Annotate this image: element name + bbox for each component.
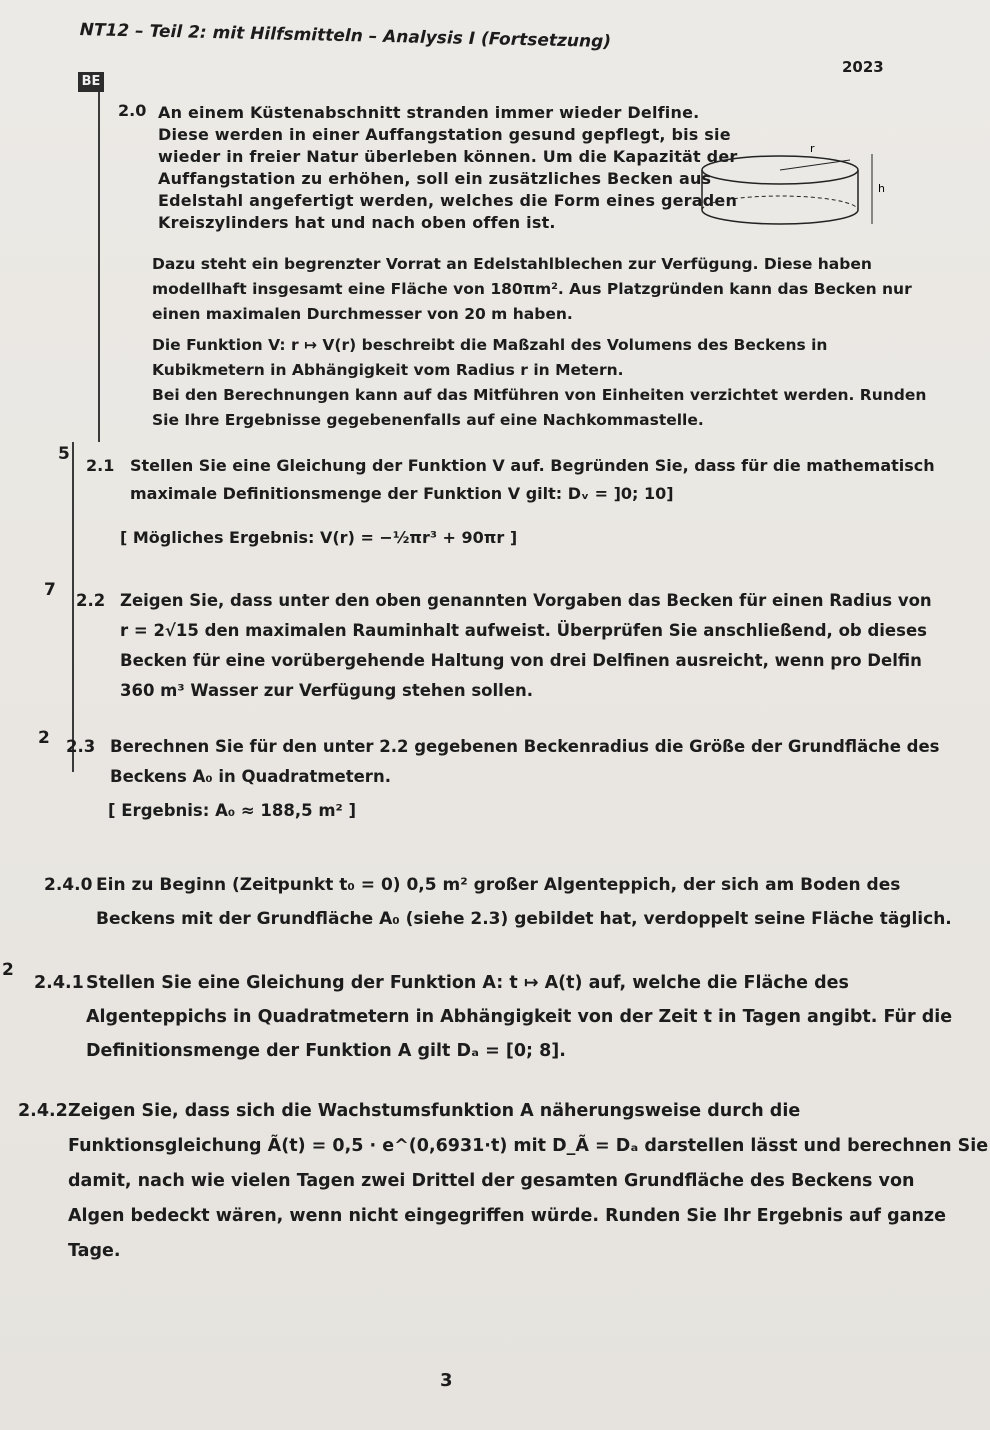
text-line: Die Funktion V: r ↦ V(r) beschreibt die Maßzahl des Volumens des Beckens in bbox=[152, 336, 828, 354]
text-line: Sie Ihre Ergebnisse gegebenenfalls auf eine Nachkommastelle. bbox=[152, 411, 704, 429]
points-label: 7 bbox=[44, 580, 56, 600]
text-line: 360 m³ Wasser zur Verfügung stehen sollen. bbox=[120, 681, 534, 700]
text-line: Stellen Sie eine Gleichung der Funktion A: t ↦ A(t) auf, welche die Fläche des bbox=[86, 973, 849, 993]
task-2-2 bbox=[76, 586, 105, 616]
task-2-4-1 bbox=[34, 966, 84, 1000]
task-2-2-text bbox=[120, 586, 932, 706]
task-2-1 bbox=[86, 452, 114, 480]
text-line: Stellen Sie eine Gleichung der Funktion V auf. Begründen Sie, dass für die mathematisch bbox=[130, 456, 935, 475]
text-line: Zeigen Sie, dass unter den oben genannten Vorgaben das Becken für einen Radius von bbox=[120, 591, 932, 610]
task-number: 2.3 bbox=[66, 737, 96, 756]
exam-year: 2023 bbox=[842, 58, 884, 76]
exam-title: NT12 – Teil 2: mit Hilfsmitteln – Analysis I (Fortsetzung) bbox=[79, 20, 612, 53]
text-line: Auffangstation zu erhöhen, soll ein zusätzliches Becken aus bbox=[158, 169, 712, 188]
text-line: r = 2√15 den maximalen Rauminhalt aufweist. Überprüfen Sie anschließend, ob dieses bbox=[120, 621, 927, 640]
points-label: 2 bbox=[38, 728, 50, 748]
text-line: Tage. bbox=[68, 1241, 121, 1261]
task-2-4-0 bbox=[44, 868, 92, 902]
task-2-3-result bbox=[108, 800, 356, 822]
radius-label: r bbox=[810, 142, 815, 155]
task-number: 2.2 bbox=[76, 591, 106, 610]
task-2-3-text bbox=[110, 732, 940, 792]
text-line: maximale Definitionsmenge der Funktion V gilt: Dᵥ = ]0; 10] bbox=[130, 484, 674, 503]
text-line: modellhaft insgesamt eine Fläche von 180πm². Aus Platzgründen kann das Becken nur bbox=[152, 280, 912, 298]
task-2-1-result bbox=[120, 527, 517, 549]
section-number: 2.0 bbox=[118, 101, 147, 120]
text-line: Dazu steht ein begrenzter Vorrat an Edelstahlblechen zur Verfügung. Diese haben bbox=[152, 255, 872, 273]
text-line: Definitionsmenge der Funktion A gilt Dₐ = [0; 8]. bbox=[86, 1041, 566, 1061]
margin-divider bbox=[98, 92, 100, 442]
page-number: 3 bbox=[440, 1370, 453, 1391]
margin-divider bbox=[72, 442, 74, 772]
result-text: [ Mögliches Ergebnis: V(r) = −½πr³ + 90πr ] bbox=[120, 528, 518, 547]
intro-text-cont bbox=[152, 252, 926, 433]
task-number: 2.4.2 bbox=[18, 1101, 68, 1121]
task-2-1-text bbox=[130, 452, 935, 508]
text-line: Algen bedeckt wären, wenn nicht eingegriffen würde. Runden Sie Ihr Ergebnis auf ganze bbox=[68, 1206, 946, 1226]
text-line: Becken für eine vorübergehende Haltung von drei Delfinen ausreicht, wenn pro Delfin bbox=[120, 651, 922, 670]
text-line: damit, nach wie vielen Tagen zwei Drittel der gesamten Grundfläche des Beckens von bbox=[68, 1171, 915, 1191]
text-line: Diese werden in einer Auffangstation gesund gepflegt, bis sie bbox=[158, 125, 731, 144]
cylinder-bottom bbox=[702, 210, 858, 224]
text-line: Edelstahl angefertigt werden, welches die Form eines geraden bbox=[158, 191, 738, 210]
height-label: h bbox=[878, 182, 885, 195]
task-2-4-2 bbox=[18, 1094, 68, 1129]
text-line: einen maximalen Durchmesser von 20 m haben. bbox=[152, 305, 573, 323]
text-line: Ein zu Beginn (Zeitpunkt t₀ = 0) 0,5 m² großer Algenteppich, der sich am Boden des bbox=[96, 875, 901, 895]
cylinder-diagram bbox=[700, 130, 900, 230]
result-text: [ Ergebnis: A₀ ≈ 188,5 m² ] bbox=[108, 801, 357, 820]
text-line: Kubikmetern in Abhängigkeit vom Radius r in Metern. bbox=[152, 361, 624, 379]
points-label: 2 bbox=[2, 960, 14, 980]
text-line: Berechnen Sie für den unter 2.2 gegebenen Beckenradius die Größe der Grundfläche des bbox=[110, 737, 940, 756]
text-line: Funktionsgleichung Ã(t) = 0,5 · e^(0,6931·t) mit D_Ã = Dₐ darstellen lässt und berechnen Sie bbox=[68, 1136, 989, 1156]
text-line: Beckens mit der Grundfläche A₀ (siehe 2.3) gebildet hat, verdoppelt seine Fläche täglich. bbox=[96, 909, 952, 929]
task-2-4-1-text bbox=[86, 966, 952, 1068]
task-number: 2.4.0 bbox=[44, 875, 93, 895]
task-2-4-2-text bbox=[68, 1094, 988, 1269]
task-2-3 bbox=[66, 732, 95, 762]
task-number: 2.1 bbox=[86, 456, 115, 475]
text-line: Beckens A₀ in Quadratmetern. bbox=[110, 767, 391, 786]
text-line: Kreiszylinders hat und nach oben offen ist. bbox=[158, 213, 556, 232]
text-line: wieder in freier Natur überleben können. Um die Kapazität der bbox=[158, 147, 738, 166]
cylinder-hidden-edge bbox=[702, 196, 858, 210]
radius-line bbox=[780, 160, 850, 170]
points-label: 5 bbox=[58, 444, 70, 464]
task-number: 2.4.1 bbox=[34, 973, 84, 993]
text-line: Zeigen Sie, dass sich die Wachstumsfunktion A näherungsweise durch die bbox=[68, 1101, 801, 1121]
task-2-4-0-text bbox=[96, 868, 952, 936]
text-line: An einem Küstenabschnitt stranden immer wieder Delfine. bbox=[158, 103, 700, 122]
text-line: Bei den Berechnungen kann auf das Mitführen von Einheiten verzichtet werden. Runden bbox=[152, 386, 927, 404]
intro-text bbox=[158, 102, 737, 234]
be-column-label: BE bbox=[78, 72, 104, 92]
text-line: Algenteppichs in Quadratmetern in Abhängigkeit von der Zeit t in Tagen angibt. Für die bbox=[86, 1007, 953, 1027]
